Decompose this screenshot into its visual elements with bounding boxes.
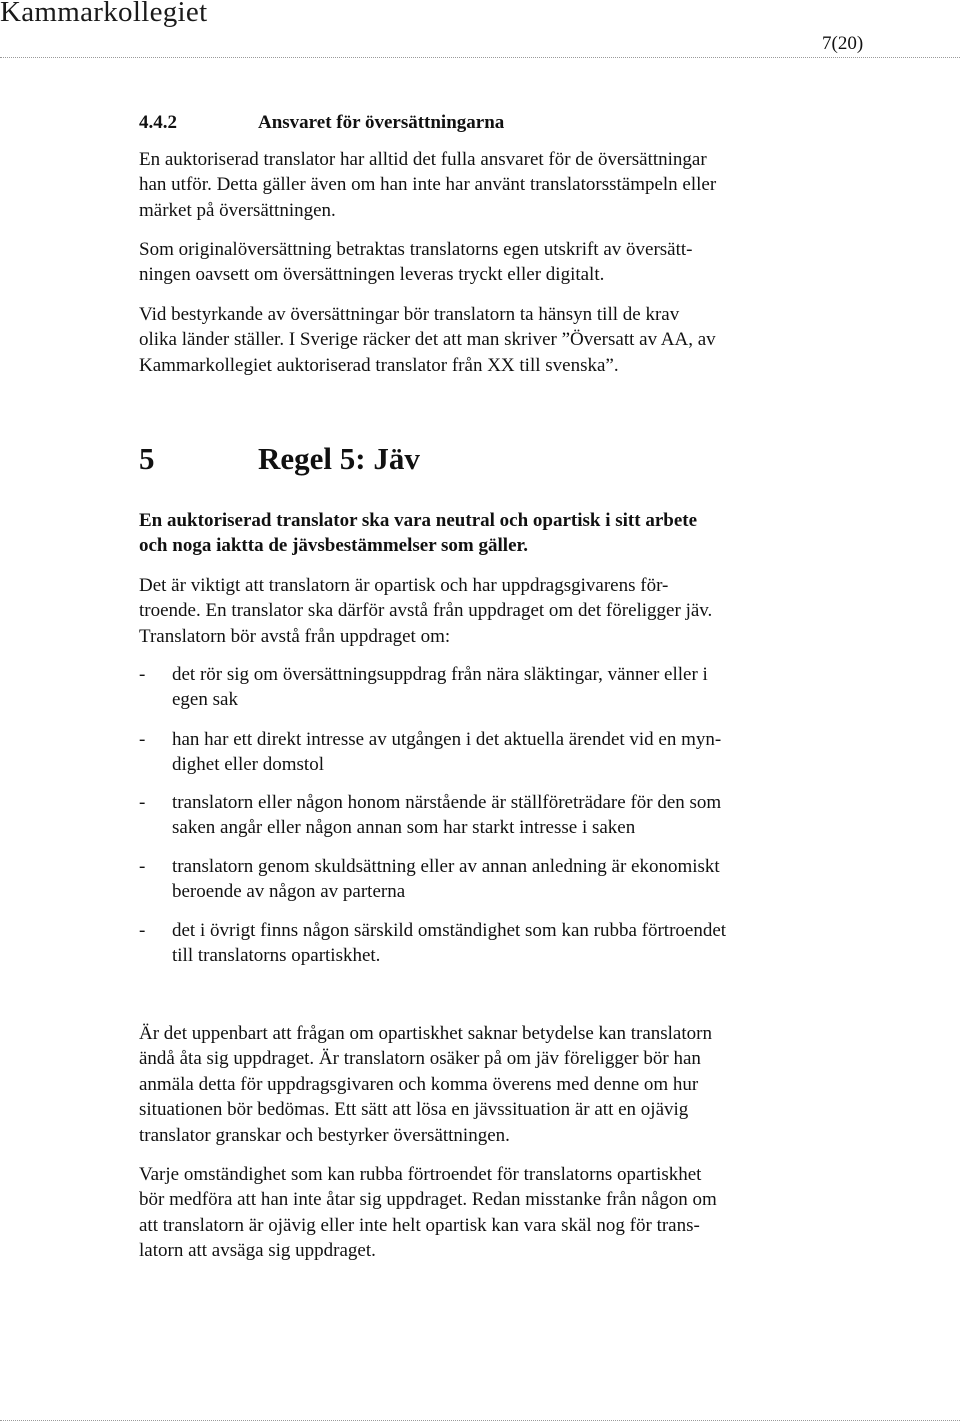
text-line: En auktoriserad translator har alltid det fulla ansvaret för de översättningar [139,149,707,170]
text-line: han utför. Detta gäller även om han inte har använt translatorsstämpeln eller [139,174,717,196]
rule-statement [139,508,819,559]
text-line: Det är viktigt att translatorn är opartisk och har uppdragsgivarens för- [139,575,669,596]
paragraph-certification [139,302,819,378]
text-line: Är det uppenbart att frågan om opartiskhet saknar betydelse kan translatorn [139,1023,712,1044]
bullet-marker: - [139,664,146,685]
header-logo: Kammarkollegiet [0,0,208,28]
text-line: bör medföra att han inte åtar sig uppdraget. Redan misstanke från någon om [139,1189,717,1211]
list-item-text: translatorn genom skuldsättning eller av annan anledning är ekonomiskt beroende av någon av parterna [172,856,720,903]
page-number: 7(20) [822,33,864,54]
text-line: märket på översättningen. [139,199,336,221]
text-line: Som originalöversättning betraktas translatorns egen utskrift av översätt- [139,239,693,260]
list-item-text: han har ett direkt intresse av utgången i det aktuella ärendet vid en myn- dighet eller domstol [172,729,722,776]
bullet-marker: - [139,856,146,877]
text-line: Translatorn bör avstå från uppdraget om: [139,625,451,647]
section-heading-4-4-2 [139,110,839,135]
text-line: olika länder ställer. I Sverige räcker det att man skriver ”Översatt av AA, av [139,329,716,351]
text-line: och noga iaktta de jävsbestämmelser som gäller. [139,535,528,557]
text-line: Varje omständighet som kan rubba förtroendet för translatorns opartiskhet [139,1164,702,1185]
text-line: ningen oavsett om översättningen leveras tryckt eller digitalt. [139,264,605,286]
text-line: Vid bestyrkande av översättningar bör translatorn ta hänsyn till de krav [139,304,680,325]
list-item-text: det i övrigt finns någon särskild omständighet som kan rubba förtroendet till translatorns opartiskhet. [172,920,727,967]
text-line: situationen bör bedömas. Ett sätt att lösa en jävssituation är att en ojävig [139,1099,689,1121]
footer-rule [0,1420,960,1421]
list-item-text: translatorn eller någon honom närstående är ställföreträdare för den som saken angår eller någon annan som har starkt intresse i saken [172,792,722,839]
text-line: En auktoriserad translator ska vara neutral och opartisk i sitt arbete [139,510,698,531]
section-number: 4.4.2 [139,112,177,133]
section-heading-5 [139,441,420,476]
bullet-marker: - [139,729,146,750]
header-rule [0,57,960,58]
paragraph-original-translation [139,237,819,288]
paragraph-circumstances [139,1162,819,1264]
text-line: troende. En translator ska därför avstå från uppdraget om det föreligger jäv. [139,600,713,622]
text-line: ändå åta sig uppdraget. Är translatorn osäker på om jäv föreligger bör han [139,1048,701,1070]
section-title: Regel 5: Jäv [258,441,420,476]
text-line: translator granskar och bestyrker översättningen. [139,1124,510,1146]
list-item-text: det rör sig om översättningsuppdrag från nära släktingar, vänner eller i egen sak [172,664,708,711]
paragraph-responsibility [139,147,819,223]
section-number: 5 [139,441,155,476]
paragraph-impartiality [139,573,819,649]
text-line: anmäla detta för uppdragsgivaren och komma överens med denne om hur [139,1073,699,1095]
text-line: latorn att avsäga sig uppdraget. [139,1240,376,1262]
bullet-marker: - [139,792,146,813]
text-line: att translatorn är ojävig eller inte helt opartisk kan vara skäl nog för trans- [139,1214,700,1236]
paragraph-obvious-cases [139,1021,819,1148]
bullet-marker: - [139,920,146,941]
text-line: Kammarkollegiet auktoriserad translator från XX till svenska”. [139,354,619,376]
section-title: Ansvaret för översättningarna [258,112,505,133]
